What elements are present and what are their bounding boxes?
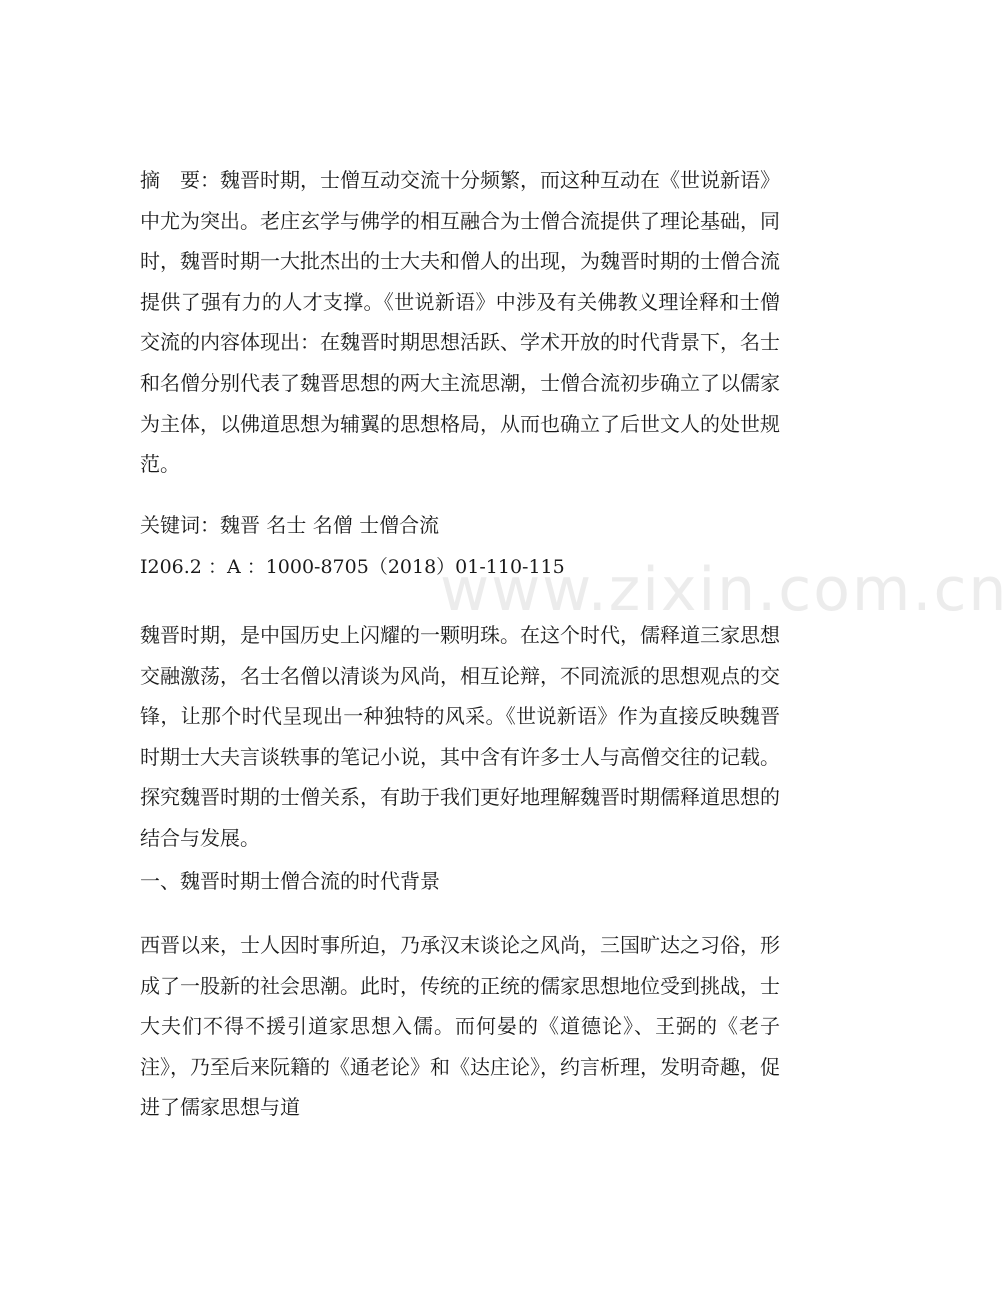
section-heading: 一、魏晋时期士僧合流的时代背景	[140, 869, 440, 893]
keywords-text: 关键词：魏晋 名士 名僧 士僧合流	[140, 513, 440, 537]
watermark: www.zixin.com.cn	[440, 555, 1008, 625]
section-heading-block	[140, 861, 780, 902]
section-paragraph: 西晋以来，士人因时事所迫，乃承汉末谈论之风尚，三国旷达之习俗，形成了一股新的社会思潮。此时，传统的正统的儒家思想地位受到挑战，士大夫们不得不援引道家思想入儒。而何晏的《道德论》、王弼的《老子注》，乃至后来阮籍的《通老论》和《达庄论》，约言析理，发明奇趣，促进了儒家思想与道	[140, 933, 780, 1120]
intro-section	[140, 615, 780, 859]
abstract-text: 摘 要：魏晋时期，士僧互动交流十分频繁，而这种互动在《世说新语》中尤为突出。老庄玄学与佛学的相互融合为士僧合流提供了理论基础，同时，魏晋时期一大批杰出的士大夫和僧人的出现，为魏晋时期的士僧合流提供了强有力的人才支撑。《世说新语》中涉及有关佛教义理诠释和士僧交流的内容体现出：在魏晋时期思想活跃、学术开放的时代背景下，名士和名僧分别代表了魏晋思想的两大主流思潮，士僧合流初步确立了以儒家为主体，以佛道思想为辅翼的思想格局，从而也确立了后世文人的处世规范。	[140, 168, 780, 477]
abstract-section	[140, 160, 780, 485]
keywords-section	[140, 505, 780, 546]
intro-paragraph: 魏晋时期，是中国历史上闪耀的一颗明珠。在这个时代，儒释道三家思想交融激荡，名士名僧以清谈为风尚，相互论辩，不同流派的思想观点的交锋，让那个时代呈现出一种独特的风采。《世说新语》作为直接反映魏晋时期士大夫言谈轶事的笔记小说，其中含有许多士人与高僧交往的记载。探究魏晋时期的士僧关系，有助于我们更好地理解魏晋时期儒释道思想的结合与发展。	[140, 623, 780, 850]
classification-code: I206.2 ：A ：1000-8705（2018）01-110-115	[140, 556, 565, 578]
section-body	[140, 925, 780, 1128]
classification-code-section	[140, 547, 780, 588]
